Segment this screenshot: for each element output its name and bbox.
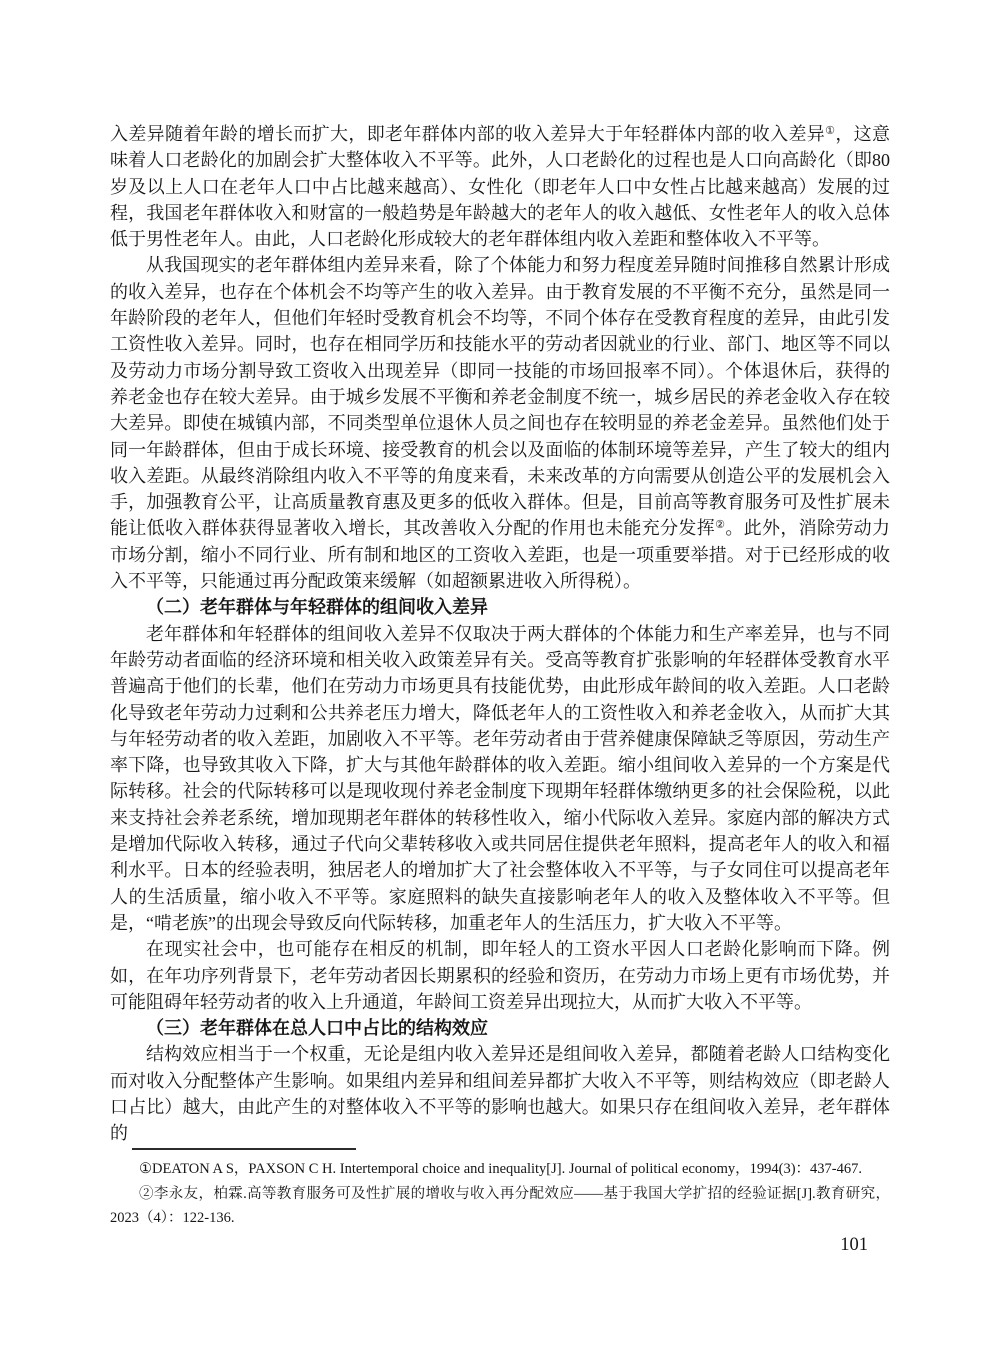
footnote: [110, 1182, 890, 1231]
footnote-text: 李永友，柏霖.高等教育服务可及性扩展的增收与收入再分配效应——基于我国大学扩招的经验证据[J].教育研究，2023（4）：122-136.: [110, 1185, 891, 1226]
footnotes-list: [110, 1157, 890, 1231]
text-run: 结构效应相当于一个权重，无论是组内收入差异还是组间收入差异，都随着老龄人口结构变化而对收入分配整体产生影响。如果组内差异和组间差异都扩大收入不平等，则结构效应（即老龄人口占比）越大，由此产生的对整体收入不平等的影响也越大。如果只存在组间收入差异，老年群体的: [110, 1044, 890, 1144]
text-run: 从我国现实的老年群体组内差异来看，除了个体能力和努力程度差异随时间推移自然累计形成的收入差异，也存在个体机会不均等产生的收入差异。由于教育发展的不平衡不充分，虽然是同一年龄阶段的老年人，但他们年轻时受教育机会不均等，不同个体存在受教育程度的差异，由此引发工资性收入差异。同时，也存在相同学历和技能水平的劳动者因就业的行业、部门、地区等不同以及劳动力市场分割导致工资收入出现差异（即同一技能的市场回报率不同）。个体退休后，获得的养老金也存在较大差异。由于城乡发展不平衡和养老金制度不统一，城乡居民的养老金收入存在较大差异。即使在城镇内部，不同类型单位退休人员之间也存在较明显的养老金差异。虽然他们处于同一年龄群体，但由于成长环境、接受教育的机会以及面临的体制环境等差异，产生了较大的组内收入差距。从最终消除组内收入不平等的角度来看，未来改革的方向需要从创造公平的发展机会入手，加强教育公平，让高质量教育惠及更多的低收入群体。但是，目前高等教育服务可及性扩展未能让低收入群体获得显著收入增长，其改善收入分配的作用也未能充分发挥: [110, 255, 890, 539]
footnote-marker: ①: [139, 1161, 152, 1177]
text-run: 在现实社会中，也可能存在相反的机制，即年轻人的工资水平因人口老龄化影响而下降。例如，在年功序列背景下，老年劳动者因长期累积的经验和资历，在劳动力市场上更有市场优势，并可能阻碍年轻劳动者的收入上升通道，年龄间工资差异出现拉大，从而扩大收入不平等。: [110, 939, 890, 1012]
body-paragraph: [110, 936, 890, 1015]
text-run: ，这意味着人口老龄化的加剧会扩大整体收入不平等。此外，人口老龄化的过程也是人口向高龄化（即80岁及以上人口在老年人口中占比越来越高）、女性化（即老年人口中女性占比越来越高）发展的过程，我国老年群体收入和财富的一般趋势是年龄越大的老年人的收入越低、女性老年人的收入总体低于男性老年人。由此，人口老龄化形成较大的老年群体组内收入差距和整体收入不平等。: [110, 124, 891, 250]
footnote-ref: ②: [715, 519, 726, 532]
text-run: 。此外，消除劳动力市场分割，缩小不同行业、所有制和地区的工资收入差距，也是一项重要举措。对于已经形成的收入不平等，只能通过再分配政策来缓解（如超额累进收入所得税）。: [110, 518, 891, 592]
body-paragraph: [110, 252, 890, 594]
text-run: 老年群体和年轻群体的组间收入差异不仅取决于两大群体的个体能力和生产率差异，也与不同年龄劳动者面临的经济环境和相关收入政策差异有关。受高等教育扩张影响的年轻群体受教育水平普遍高于他们的长辈，他们在劳动力市场更具有技能优势，由此形成年龄间的收入差距。人口老龄化导致老年劳动力过剩和公共养老压力增大，降低老年人的工资性收入和养老金收入，从而扩大其与年轻劳动者的收入差距，加剧收入不平等。老年劳动者由于营养健康保障缺乏等原因，劳动生产率下降，也导致其收入下降，扩大与其他年龄群体的收入差距。缩小组间收入差异的一个方案是代际转移。社会的代际转移可以是现收现付养老金制度下现期年轻群体缴纳更多的社会保险税，以此来支持社会养老系统，增加现期老年群体的转移性收入，缩小代际收入差异。家庭内部的解决方式是增加代际收入转移，通过子代向父辈转移收入或共同居住提供老年照料，提高老年人的收入和福利水平。日本的经验表明，独居老人的增加扩大了社会整体收入不平等，与子女同住可以提高老年人的生活质量，缩小收入不平等。家庭照料的缺失直接影响老年人的收入及整体收入不平等。但是，“啃老族”的出现会导致反向代际转移，加重老年人的生活压力，扩大收入不平等。: [110, 623, 890, 933]
footnote-text: DEATON A S，PAXSON C H. Intertemporal choice and inequality[J]. Journal of political economy，1994(3)：437-467.: [152, 1161, 862, 1177]
section-heading: （三）老年群体在总人口中占比的结构效应: [146, 1018, 488, 1039]
footnote-marker: ②: [139, 1185, 154, 1202]
text-run: 入差异随着年龄的增长而扩大，即老年群体内部的收入差异大于年轻群体内部的收入差异: [110, 124, 826, 144]
article-body: [110, 121, 890, 1147]
section-heading: （二）老年群体与年轻群体的组间收入差异: [146, 597, 488, 618]
footnote-divider: [132, 1148, 356, 1150]
page-number: 101: [840, 1234, 868, 1255]
footnote-ref: ①: [825, 125, 836, 137]
footnote-area: [110, 1148, 890, 1231]
body-paragraph: [110, 1041, 890, 1146]
footnote: [110, 1157, 890, 1182]
body-paragraph: [110, 121, 890, 252]
body-paragraph: [110, 621, 890, 937]
